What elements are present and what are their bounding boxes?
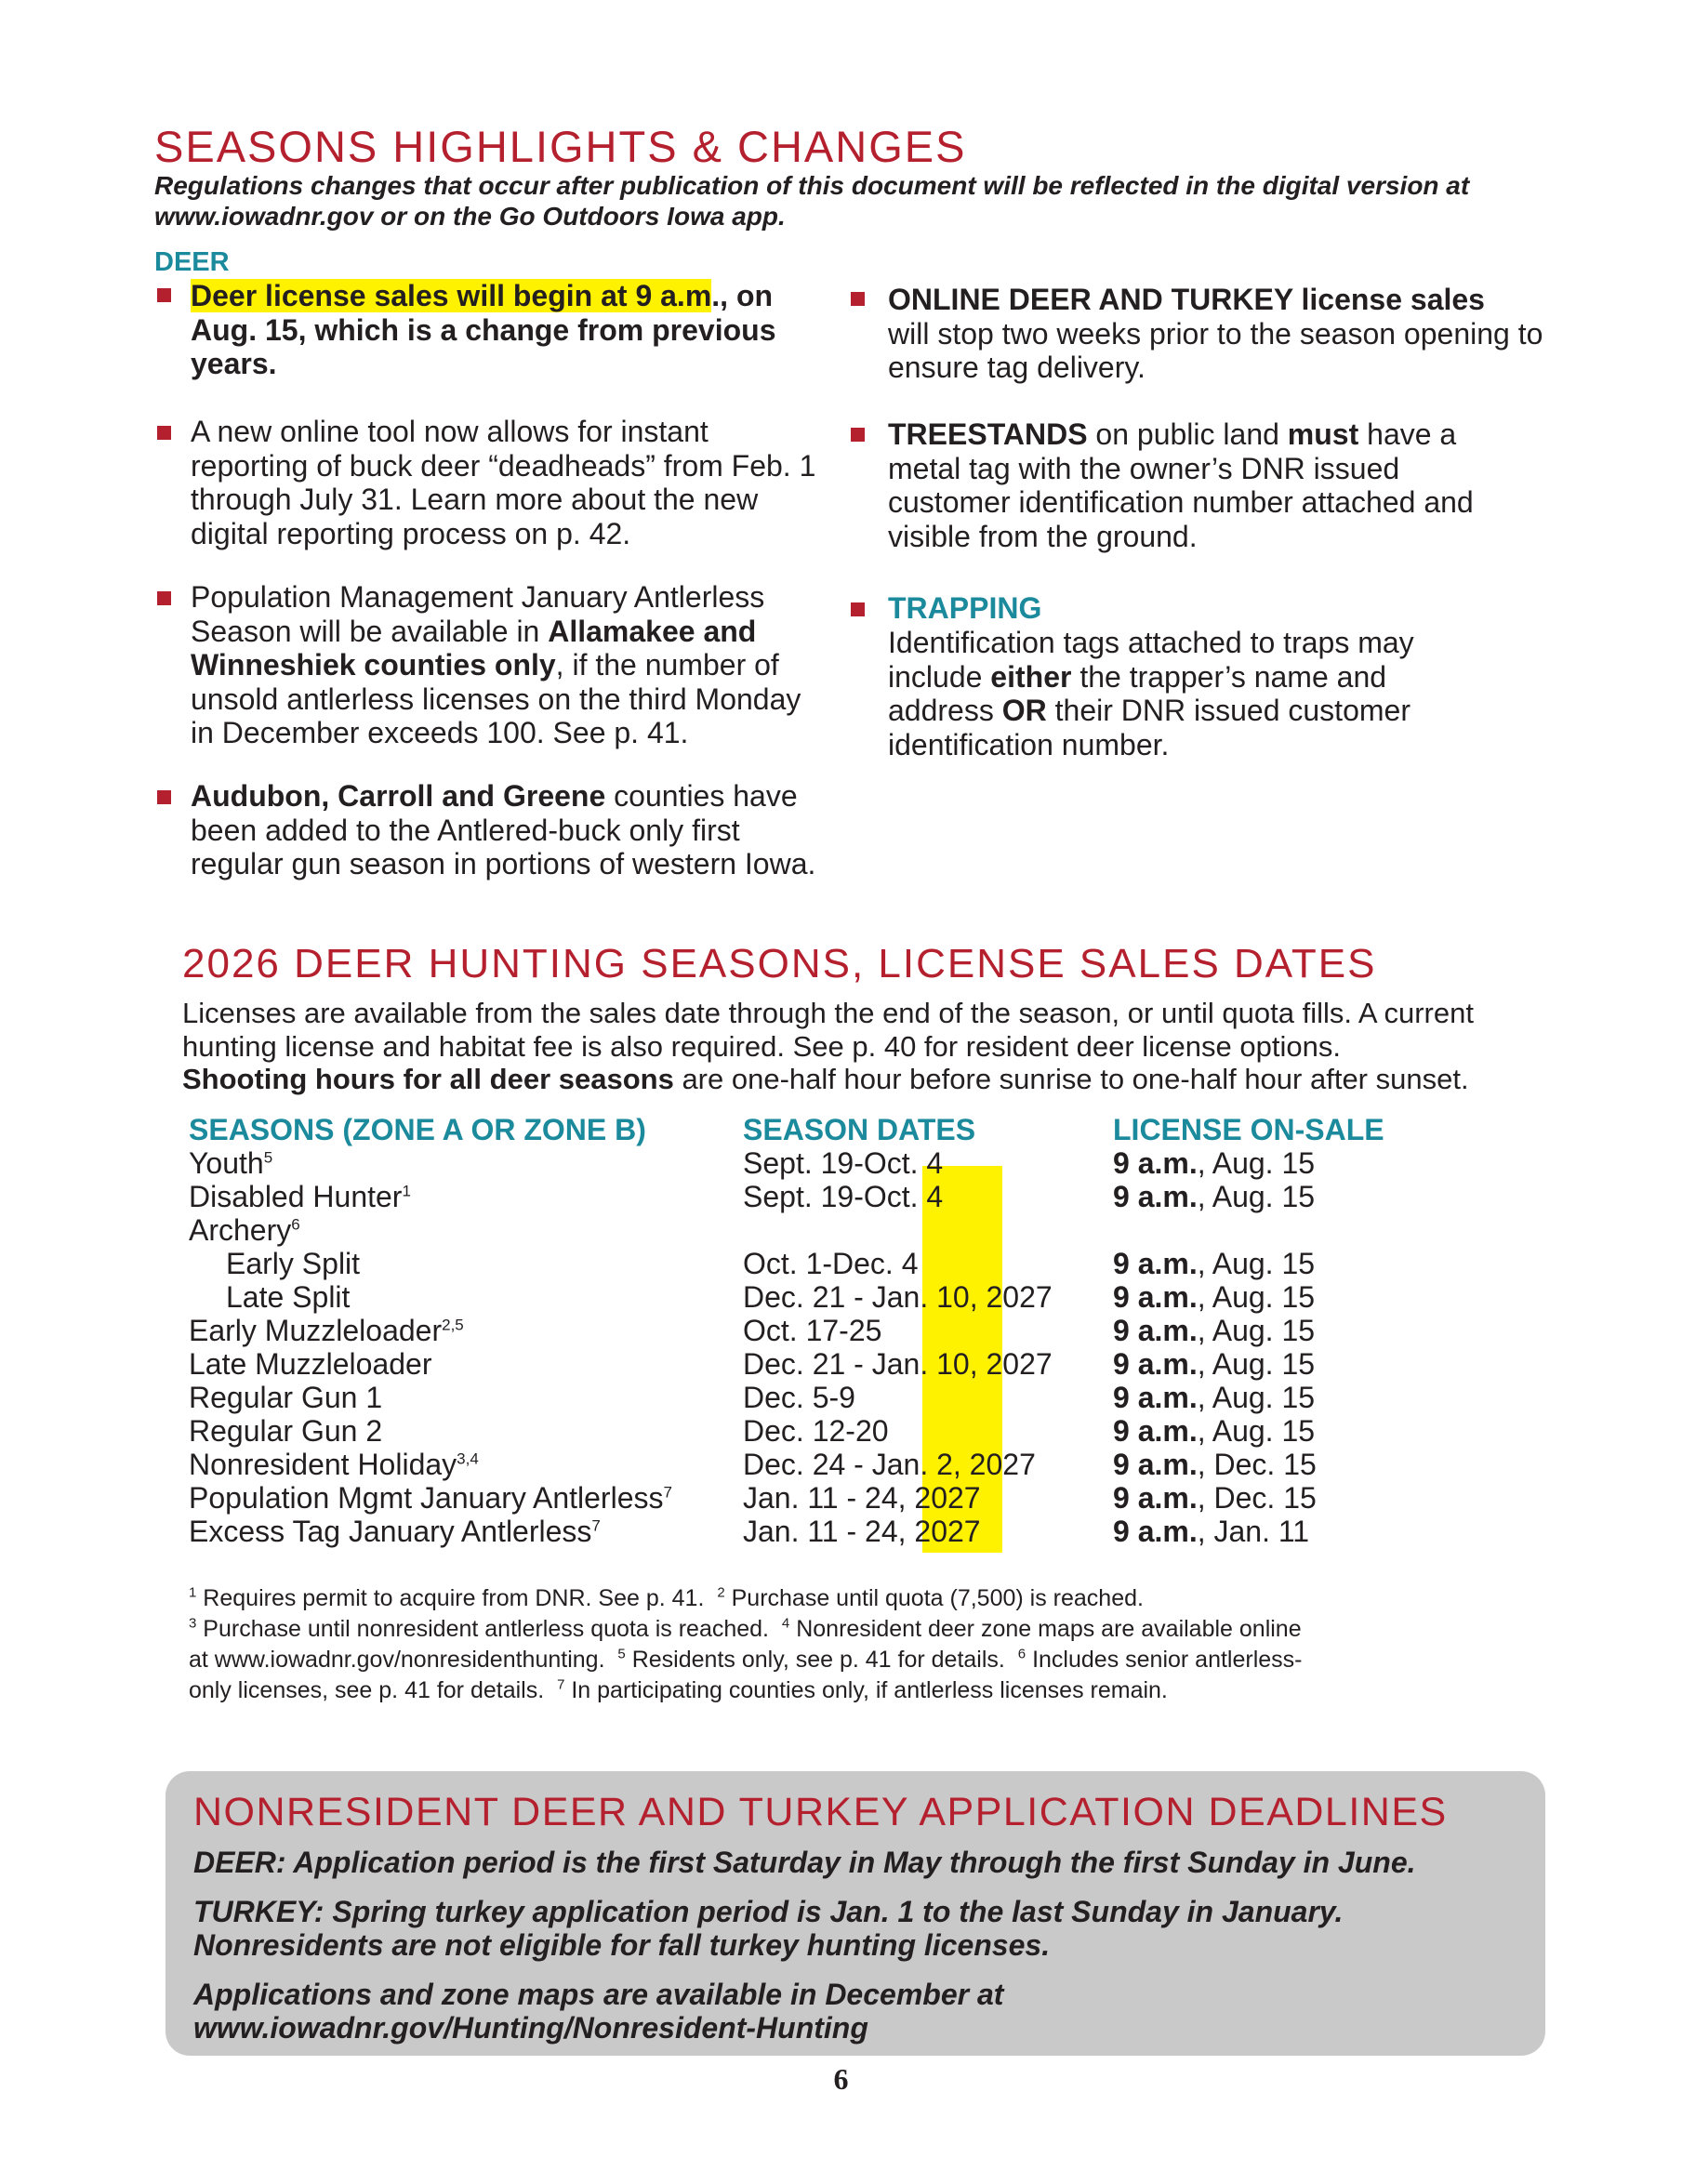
- sale-time: 9 a.m.: [1113, 1481, 1198, 1515]
- nonresident-deer: DEER: Application period is the first Saturday in May through the first Sunday in June.: [193, 1846, 1416, 1879]
- footnote-7: In participating counties only, if antlerless licenses remain.: [571, 1677, 1168, 1703]
- added-counties-text: counties have been added to the Antlered-buck only first regular gun season in portions of western Iowa.: [191, 779, 816, 880]
- footnote-4: Nonresident deer zone maps are available online: [796, 1616, 1302, 1642]
- license-on-sale: [1113, 1180, 1315, 1213]
- shooting-hours-text: are one-half hour before sunrise to one-half hour after sunset.: [673, 1063, 1469, 1095]
- season-dates: Sept. 19-Oct. 4: [743, 1180, 944, 1213]
- highlights-title: SEASONS HIGHLIGHTS & CHANGES: [154, 122, 967, 171]
- col-dates: SEASON DATES: [743, 1113, 976, 1146]
- online-sales-text: will stop two weeks prior to the season opening to ensure tag delivery.: [888, 316, 1543, 384]
- nonresident-box: [166, 1771, 1545, 2056]
- highlight-trapping: [888, 626, 1497, 761]
- season-name: [189, 1414, 382, 1448]
- footnote-4-cont: at www.iowadnr.gov/nonresidenthunting.: [189, 1647, 605, 1673]
- season-name: [189, 1481, 672, 1515]
- footnote-6-cont: only licenses, see p. 41 for details.: [189, 1677, 545, 1703]
- season-name-text: Regular Gun 1: [189, 1381, 383, 1414]
- season-name: [226, 1247, 360, 1280]
- season-name: [189, 1347, 431, 1381]
- season-dates: Dec. 5-9: [743, 1381, 855, 1414]
- trapping-text-a: Identification tags attached to traps may include: [888, 626, 1414, 694]
- bullet-icon: [157, 790, 171, 804]
- season-name-text: Early Split: [226, 1247, 361, 1280]
- license-on-sale: [1113, 1314, 1315, 1347]
- pop-mgmt-text-a: Population Management January Antlerless Season will be available in: [191, 580, 765, 648]
- seasons-intro-text: Licenses are available from the sales date through the end of the season, or until quota fills. A current hunting license and habitat fee is also required. See p. 40 for resident deer license options.: [182, 997, 1474, 1063]
- bullet-icon: [851, 428, 865, 442]
- season-dates: Oct. 1-Dec. 4: [743, 1247, 919, 1280]
- footnote-line-2: [189, 1614, 1546, 1645]
- bullet-icon: [157, 288, 171, 302]
- season-name: [226, 1280, 350, 1314]
- footnotes: [189, 1583, 1546, 1706]
- season-name: [189, 1515, 601, 1548]
- season-dates: Jan. 11 - 24, 2027: [743, 1481, 981, 1515]
- footnote-marker: 7: [557, 1676, 565, 1693]
- footnote-line-1: [189, 1583, 1546, 1614]
- added-counties-names: Audubon, Carroll and Greene: [191, 779, 606, 813]
- sales-time-text-b: Aug. 15, which is a change from previous years.: [191, 312, 776, 380]
- season-dates: Jan. 11 - 24, 2027: [743, 1515, 981, 1548]
- season-name: [189, 1381, 382, 1414]
- col-on-sale: LICENSE ON-SALE: [1113, 1113, 1384, 1146]
- footnote-line-3: [189, 1645, 1546, 1675]
- highlight-sales-time: [191, 279, 823, 381]
- bullet-icon: [851, 602, 865, 616]
- treestands-head: TREESTANDS: [888, 417, 1088, 451]
- sale-time: 9 a.m.: [1113, 1280, 1198, 1314]
- treestands-text-a: on public land: [1087, 417, 1288, 451]
- deer-label: DEER: [154, 247, 230, 277]
- season-name-text: Nonresident Holiday: [189, 1448, 457, 1481]
- sale-date: , Aug. 15: [1197, 1180, 1316, 1213]
- season-dates: Sept. 19-Oct. 4: [743, 1146, 944, 1180]
- treestands-must: must: [1287, 417, 1359, 451]
- seasons-table: [189, 1113, 1490, 1559]
- season-name: [189, 1448, 479, 1481]
- sale-time: 9 a.m.: [1113, 1347, 1198, 1381]
- footnote-marker: 1: [189, 1584, 197, 1601]
- season-name-text: Archery: [189, 1213, 292, 1247]
- sale-time: 9 a.m.: [1113, 1515, 1198, 1548]
- license-on-sale: [1113, 1381, 1315, 1414]
- footnote-ref: 5: [263, 1148, 273, 1167]
- highlight-added-counties: [191, 779, 823, 881]
- col-seasons: SEASONS (ZONE A OR ZONE B): [189, 1113, 646, 1146]
- license-on-sale: [1113, 1146, 1315, 1180]
- season-name-text: Disabled Hunter: [189, 1180, 403, 1213]
- footnote-5: Residents only, see p. 41 for details.: [631, 1647, 1005, 1673]
- trapping-or: OR: [1001, 694, 1047, 727]
- season-name-text: Late Muzzleloader: [189, 1347, 432, 1381]
- trapping-text-c: their DNR issued customer identification number.: [888, 694, 1410, 761]
- sales-time-text-a: ., on: [711, 279, 774, 312]
- bullet-icon: [851, 292, 865, 306]
- license-on-sale: [1113, 1247, 1315, 1280]
- sale-date: , Aug. 15: [1197, 1381, 1316, 1414]
- footnote-ref: 3,4: [457, 1449, 479, 1468]
- sale-time: 9 a.m.: [1113, 1180, 1198, 1213]
- season-dates: Dec. 12-20: [743, 1414, 889, 1448]
- nonresident-turkey: TURKEY: Spring turkey application period is Jan. 1 to the last Sunday in January. Nonresidents are not eligible for fall turkey hunting licenses.: [193, 1895, 1344, 1962]
- license-on-sale: [1113, 1481, 1317, 1515]
- license-on-sale: [1113, 1347, 1315, 1381]
- sale-date: , Aug. 15: [1197, 1347, 1316, 1381]
- sale-time: 9 a.m.: [1113, 1146, 1198, 1180]
- sale-time: 9 a.m.: [1113, 1247, 1198, 1280]
- bullet-icon: [157, 426, 171, 440]
- highlights-intro: Regulations changes that occur after publication of this document will be reflected in the digital version at www.iowadnr.gov or on the Go Outdoors Iowa app.: [154, 171, 1470, 231]
- season-name: [189, 1213, 300, 1247]
- sale-date: , Aug. 15: [1197, 1280, 1316, 1314]
- season-name-text: Late Split: [226, 1280, 351, 1314]
- sale-date: , Aug. 15: [1197, 1414, 1316, 1448]
- highlight-deadheads: A new online tool now allows for instant reporting of buck deer “deadheads” from Feb. 1 through July 31. Learn more about the new digital reporting process on p. 42.: [191, 415, 816, 550]
- footnote-1: Requires permit to acquire from DNR. See p. 41.: [203, 1585, 705, 1611]
- season-name: [189, 1146, 272, 1180]
- sale-date: , Dec. 15: [1197, 1448, 1317, 1481]
- footnote-marker: 2: [717, 1584, 725, 1601]
- footnote-2: Purchase until quota (7,500) is reached.: [731, 1585, 1144, 1611]
- season-dates: Oct. 17-25: [743, 1314, 882, 1347]
- sale-time: 9 a.m.: [1113, 1448, 1198, 1481]
- sale-date: , Dec. 15: [1197, 1481, 1317, 1515]
- season-dates: Dec. 21 - Jan. 10, 2027: [743, 1280, 1053, 1314]
- season-name: [189, 1180, 411, 1213]
- footnote-ref: 2,5: [442, 1316, 464, 1334]
- season-dates: Dec. 21 - Jan. 10, 2027: [743, 1347, 1053, 1381]
- season-dates: Dec. 24 - Jan. 2, 2027: [743, 1448, 1036, 1481]
- license-on-sale: [1113, 1448, 1317, 1481]
- seasons-intro: [182, 997, 1549, 1096]
- nonresident-apps: Applications and zone maps are available in December at www.iowadnr.gov/Hunting/Nonresident-Hunting: [193, 1978, 1004, 2045]
- footnote-ref: 1: [402, 1182, 411, 1200]
- sale-date: , Jan. 11: [1197, 1515, 1310, 1548]
- footnote-ref: 7: [663, 1483, 672, 1502]
- trapping-either: either: [990, 659, 1072, 694]
- sale-time: 9 a.m.: [1113, 1381, 1198, 1414]
- footnote-marker: 4: [781, 1615, 790, 1632]
- pop-mgmt-text-b: , if the number of unsold antlerless licenses on the third Monday in December exceeds 100. See p. 41.: [191, 648, 801, 749]
- treestands-text-b: have a metal tag with the owner’s DNR issued customer identification number attached and visible from the ground.: [888, 417, 1474, 553]
- footnote-ref: 7: [591, 1516, 601, 1535]
- sale-date: , Aug. 15: [1197, 1314, 1316, 1347]
- season-name-text: Population Mgmt January Antlerless: [189, 1481, 664, 1515]
- footnote-line-4: [189, 1675, 1546, 1706]
- sale-date: , Aug. 15: [1197, 1146, 1316, 1180]
- trapping-heading: TRAPPING: [888, 591, 1042, 625]
- highlight-population-mgmt: [191, 580, 814, 750]
- seasons-title: 2026 DEER HUNTING SEASONS, LICENSE SALES DATES: [182, 941, 1377, 986]
- footnote-marker: 3: [189, 1615, 197, 1632]
- season-name-text: Early Muzzleloader: [189, 1314, 443, 1347]
- season-name-text: Youth: [189, 1146, 264, 1180]
- season-name-text: Regular Gun 2: [189, 1414, 383, 1448]
- highlight-online-sales: [888, 283, 1557, 385]
- bullet-icon: [157, 591, 171, 605]
- shooting-hours-label: Shooting hours for all deer seasons: [182, 1063, 674, 1095]
- license-on-sale: [1113, 1515, 1309, 1548]
- page-number: 6: [833, 2062, 849, 2096]
- sale-time: 9 a.m.: [1113, 1314, 1198, 1347]
- trapping-text-b: the trapper’s name and address: [888, 659, 1387, 727]
- sales-time-highlight: Deer license sales will begin at 9 a.m: [191, 279, 712, 312]
- footnote-ref: 6: [291, 1215, 300, 1234]
- footnote-3: Purchase until nonresident antlerless quota is reached.: [203, 1616, 770, 1642]
- footnote-marker: 5: [617, 1646, 626, 1662]
- nonresident-title: NONRESIDENT DEER AND TURKEY APPLICATION DEADLINES: [193, 1790, 1448, 1834]
- sale-date: , Aug. 15: [1197, 1247, 1316, 1280]
- footnote-6: Includes senior antlerless-: [1032, 1647, 1303, 1673]
- license-on-sale: [1113, 1414, 1315, 1448]
- season-name-text: Excess Tag January Antlerless: [189, 1515, 592, 1548]
- license-on-sale: [1113, 1280, 1315, 1314]
- pop-mgmt-counties: Allamakee and Winneshiek counties only: [191, 614, 757, 682]
- highlight-treestands: [888, 417, 1502, 553]
- footnote-marker: 6: [1017, 1646, 1026, 1662]
- sale-time: 9 a.m.: [1113, 1414, 1198, 1448]
- online-sales-head: ONLINE DEER AND TURKEY license sales: [888, 283, 1485, 316]
- season-name: [189, 1314, 464, 1347]
